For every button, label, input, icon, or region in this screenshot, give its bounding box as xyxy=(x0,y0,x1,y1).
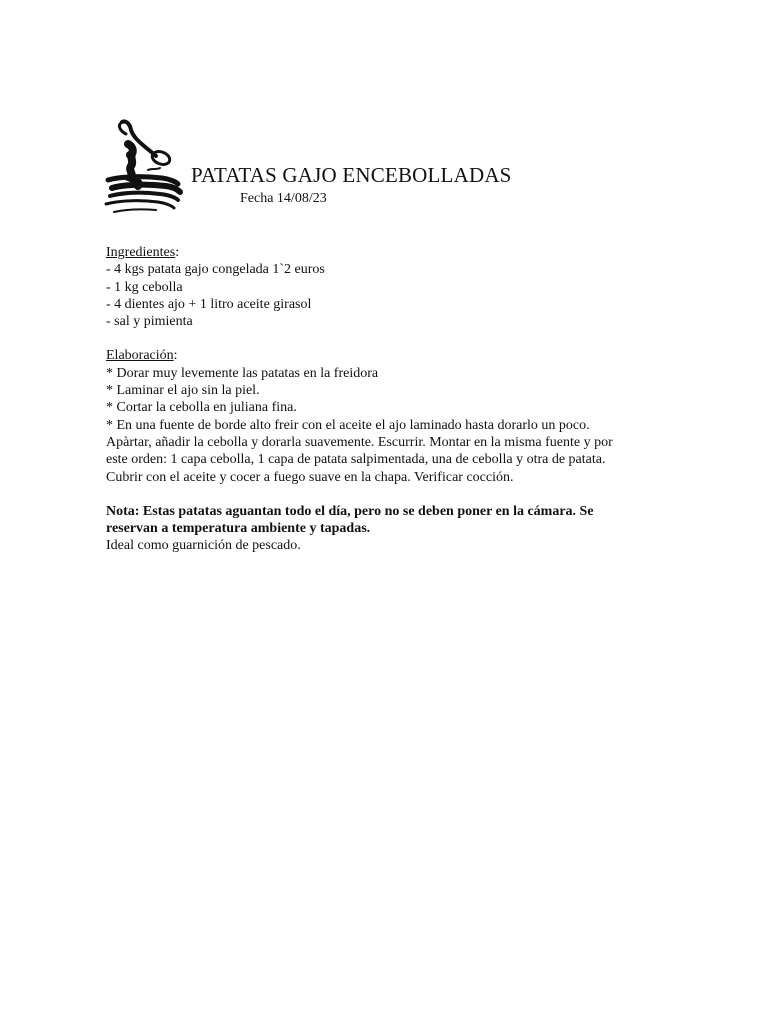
preparation-heading-text: Elaboración xyxy=(106,348,174,364)
recipe-date: Fecha 14/08/23 xyxy=(240,191,327,206)
ingredients-heading-text: Ingredientes xyxy=(106,245,176,260)
preparation-paragraph-line: Apàrtar, añadir la cebolla y dorarla suavemente. Escurrir. Montar en la misma fuente y por xyxy=(106,434,613,450)
preparation-step: * Cortar la cebolla en juliana fina. xyxy=(106,400,297,416)
ingredient-item: - 4 kgs patata gajo congelada 1`2 euros xyxy=(106,262,325,278)
ingredients-heading-colon: : xyxy=(175,245,180,260)
section-spacer xyxy=(106,330,666,347)
ingredients-heading xyxy=(106,244,666,261)
ingredient-item: - sal y pimienta xyxy=(106,314,193,330)
section-spacer xyxy=(106,486,666,503)
chef-bowl-spoon-icon xyxy=(104,118,184,218)
ingredient-item: - 4 dientes ajo + 1 litro aceite girasol xyxy=(106,296,312,312)
note-extra: Ideal como guarnición de pescado. xyxy=(106,538,301,554)
preparation-step: * Dorar muy levemente las patatas en la freidora xyxy=(106,365,379,381)
note-line: reservan a temperatura ambiente y tapadas. xyxy=(106,521,371,537)
preparation-step: * En una fuente de borde alto freir con el aceite el ajo laminado hasta dorarlo un poco. xyxy=(106,417,590,433)
note-line: Nota: Estas patatas aguantan todo el día, pero no se deben poner en la cámara. Se xyxy=(106,503,594,519)
preparation-heading-colon: : xyxy=(173,348,178,364)
recipe-body xyxy=(106,244,666,555)
preparation-paragraph-line: Cubrir con el aceite y cocer a fuego suave en la chapa. Verificar cocción. xyxy=(106,469,514,485)
preparation-paragraph-line: este orden: 1 capa cebolla, 1 capa de patata salpimentada, una de cebolla y otra de patata. xyxy=(106,452,606,468)
preparation-heading xyxy=(106,347,666,364)
recipe-title: PATATAS GAJO ENCEBOLLADAS xyxy=(191,163,512,187)
preparation-step: * Laminar el ajo sin la piel. xyxy=(106,383,260,399)
ingredient-item: - 1 kg cebolla xyxy=(106,279,183,295)
